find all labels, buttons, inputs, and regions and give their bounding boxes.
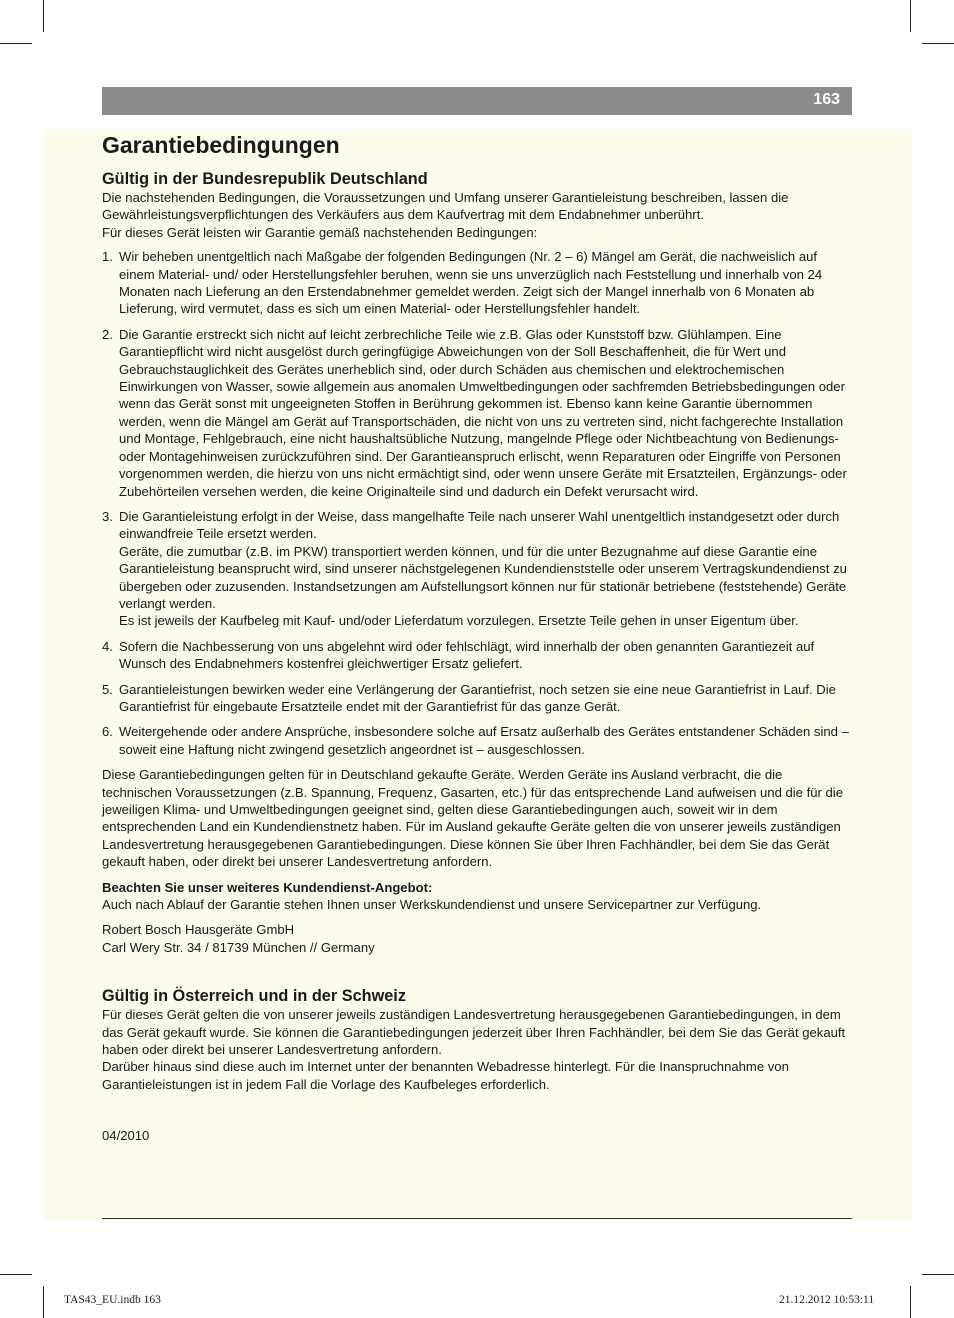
list-item-text: Sofern die Nachbesserung von uns abgelehnt wird oder fehlschlägt, wird innerhalb der oben genannten Garantiezeit auf Wunsch des Endabnehmers kostenfrei gleichwertiger Ersatz geliefert. (119, 638, 815, 672)
service-heading: Beachten Sie unser weiteres Kundendienst-Angebot: (102, 879, 433, 895)
list-item-text: Es ist jeweils der Kaufbeleg mit Kauf- und/oder Lieferdatum vorzulegen. Ersetzte Teile gehen in unser Eigentum über. (119, 613, 799, 629)
conditions-list (102, 248, 852, 758)
print-timestamp: 21.12.2012 10:53:11 (779, 1294, 875, 1306)
closing-paragraph: Diese Garantiebedingungen gelten für in Deutschland gekaufte Geräte. Werden Geräte ins Ausland verbracht, die die technischen Voraussetzungen (z.B. Spannung, Frequenz, Gasarten, etc.) für das entsprechende Land aufweisen und die für die jeweiligen Klima- und Umweltbedingungen geeignet sind, gelten diese Garantiebedingungen auch, soweit wir in dem entsprechenden Land ein Kundendienstnetz haben. Für im Ausland gekaufte Geräte gelten die von unserer jeweils zuständigen Landesvertretung herausgegebenen Garantiebedingungen. Diese können Sie über Ihren Fachhändler, bei dem Sie das Gerät gekauft haben, oder direkt bei unserer Landesvertretung anfordern. (102, 767, 843, 870)
page-title: Garantiebedingungen (102, 132, 340, 158)
list-item (102, 508, 852, 630)
list-item (102, 248, 852, 318)
document-date: 04/2010 (102, 1128, 150, 1144)
list-item-number: 1. (102, 249, 113, 265)
crop-mark (0, 1274, 32, 1275)
list-item-text: Weitergehende oder andere Ansprüche, insbesondere solche auf Ersatz außerhalb des Gerätes entstandener Schäden sind – soweit eine Haftung nicht zwingend gesetzlich angeordnet ist – ausgeschlossen. (119, 724, 849, 757)
list-item (102, 326, 852, 500)
list-item-number: 6. (102, 724, 113, 740)
crop-mark (0, 43, 32, 44)
intro-paragraph: Die nachstehenden Bedingungen, die Voraussetzungen und Umfang unserer Garantieleistung beschreiben, lassen die Gewährleistungsverpflichtungen des Verkäufers aus dem Kaufvertrag mit dem Endabnehmer unberührt. (102, 190, 789, 223)
intro-paragraph-2: Für dieses Gerät leisten wir Garantie gemäß nachstehenden Bedingungen: (102, 224, 538, 240)
crop-mark (43, 0, 44, 32)
austria-paragraph: Für dieses Gerät gelten die von unserer jeweils zuständigen Landesvertretung herausgegebenen Garantiebedingungen, in dem das Gerät gekauft wurde. Sie können die Garantiebedingungen jederzeit über Ihren Fachhändler, bei dem Sie das Gerät gekauft haben oder direkt bei unserer Landesvertretung anfordern. (102, 1007, 846, 1058)
section-heading-austria-switzerland: Gültig in Österreich und in der Schweiz (102, 987, 406, 1006)
list-item-text: Garantieleistungen bewirken weder eine Verlängerung der Garantiefrist, noch setzen sie eine neue Garantiefrist in Lauf. Die Garantiefrist für eingebaute Ersatzteile endet mit der Garantiefrist für das ganze Gerät. (119, 681, 836, 714)
company-name: Robert Bosch Hausgeräte GmbH (102, 922, 295, 938)
list-item (102, 681, 852, 716)
list-item-number: 2. (102, 326, 113, 342)
crop-mark (43, 1286, 44, 1318)
crop-mark (910, 1286, 911, 1318)
page-number: 163 (813, 91, 840, 108)
print-file-info: TAS43_EU.indb 163 (64, 1294, 161, 1306)
list-item-text: Geräte, die zumutbar (z.B. im PKW) transportiert werden können, und für die unter Bezugnahme auf diese Garantie eine Garantieleistung beansprucht wird, sind unserer nächstgelegenen Kundendienststelle oder unserem Vertragskundendienst zu übergeben oder zuzusenden. Instandsetzungen am Aufstellungsort können nur für stationär betriebene (feststehende) Geräte verlangt werden. (119, 543, 847, 611)
austria-paragraph-2: Darüber hinaus sind diese auch im Internet unter der benannten Webadresse hinterlegt. Für die Inanspruchnahme von Garantieleistungen ist in jedem Fall die Vorlage des Kaufbeleges erforderlich. (102, 1059, 789, 1092)
list-item-text: Wir beheben unentgeltlich nach Maßgabe der folgenden Bedingungen (Nr. 2 – 6) Mängel am Gerät, die nachweislich auf einem Material- und/ oder Herstellungsfehler beruhen, wenn sie uns unverzüglich nach Feststellung und innerhalb von 24 Monaten nach Lieferung an den Erstendabnehmer gemeldet werden. Zeigt sich der Mangel innerhalb von 6 Monaten ab Lieferung, wird vermutet, dass es sich um einen Material- oder Herstellungsfehler handelt. (119, 249, 823, 317)
crop-mark (922, 43, 954, 44)
list-item-number: 4. (102, 638, 113, 654)
page-header-bar (102, 87, 852, 115)
page-content (102, 130, 852, 1145)
footer-divider (102, 1218, 852, 1219)
company-address: Carl Wery Str. 34 / 81739 München // Germany (102, 939, 375, 955)
list-item (102, 638, 852, 673)
list-item-number: 5. (102, 681, 113, 697)
list-item-text: Die Garantieleistung erfolgt in der Weise, dass mangelhafte Teile nach unserer Wahl unentgeltlich instandgesetzt oder durch einwandfreie Teile ersetzt werden. (119, 508, 840, 542)
list-item (102, 723, 852, 758)
crop-mark (910, 0, 911, 32)
crop-mark (922, 1274, 954, 1275)
service-paragraph: Auch nach Ablauf der Garantie stehen Ihnen unser Werkskundendienst und unsere Servicepartner zur Verfügung. (102, 897, 762, 913)
list-item-number: 3. (102, 508, 113, 524)
section-heading-germany: Gültig in der Bundesrepublik Deutschland (102, 170, 428, 188)
list-item-text: Die Garantie erstreckt sich nicht auf leicht zerbrechliche Teile wie z.B. Glas oder Kunststoff bzw. Glühlampen. Eine Garantiepflicht wird nicht ausgelöst durch geringfügige Abweichungen von der Soll Beschaffenheit, die für Wert und Gebrauchstauglichkeit des Gerätes unerheblich sind, oder durch Schäden aus chemischen und elektrochemischen Einwirkungen von Wasser, sowie allgemein aus anomalen Umweltbedingungen oder sachfremden Betriebsbedingungen oder wenn das Gerät sonst mit ungeeigneten Stoffen in Berührung gekommen ist. Ebenso kann keine Garantie übernommen werden, wenn die Mängel am Gerät auf Transportschäden, die nicht von uns zu vertreten sind, nicht fachgerechte Installation und Montage, Fehlgebrauch, eine nicht haushaltsübliche Nutzung, mangelnde Pflege oder Nichtbeachtung von Bedienungs- oder Montagehinweisen zurückzuführen sind. Der Garantieanspruch erlischt, wenn Reparaturen oder Eingriffe von Personen vorgenommen werden, die hierzu von uns nicht ermächtigt sind, oder wenn unsere Geräte mit Ersatzteilen, Ergänzungs- oder Zubehörteilen versehen werden, die keine Originalteile sind und dadurch ein Defekt verursacht wird. (119, 326, 847, 499)
